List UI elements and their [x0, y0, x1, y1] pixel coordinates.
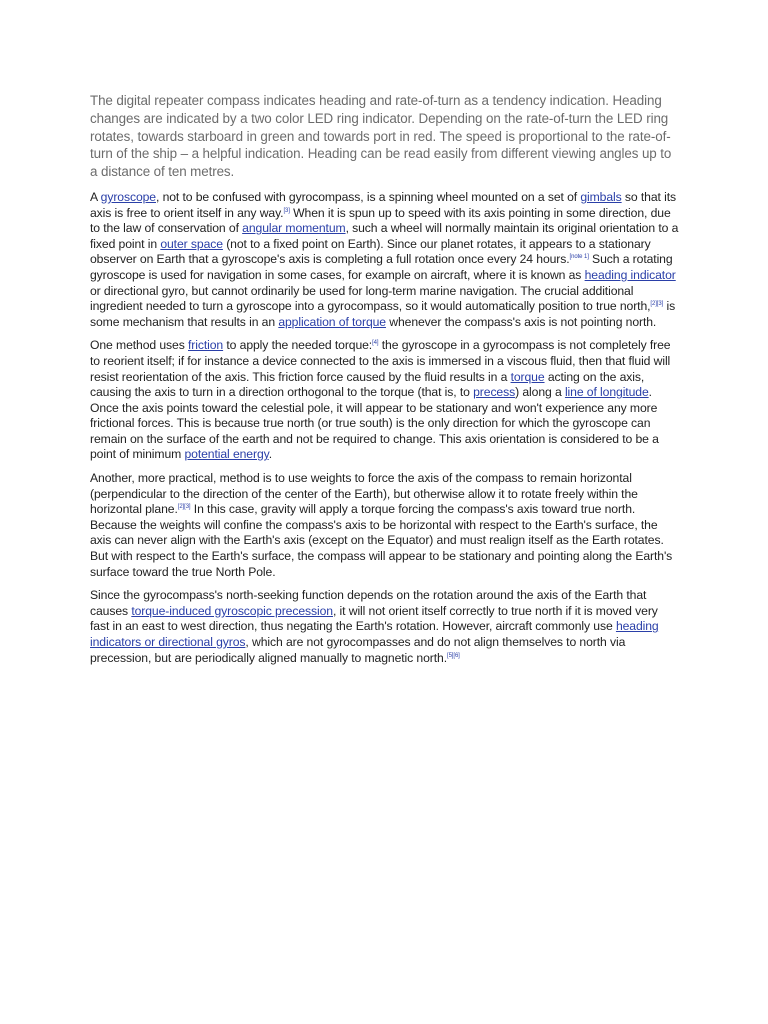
link-gimbals[interactable]: gimbals [580, 189, 622, 204]
weights-paragraph [90, 471, 680, 580]
text-run: , not to be confused with gyrocompass, is a spinning wheel mounted on a set of [156, 189, 581, 204]
citation-ref[interactable]: [5][6] [447, 652, 460, 659]
text-run: so that its axis is free to orient itself in any way. [90, 189, 676, 220]
text-run: the gyroscope in a gyrocompass is not completely free to reorient itself; if for instance a device connected to the axis is immersed in a viscous fluid, then that fluid will resist reorientation of the axis. This friction force caused by the fluid results in a [90, 338, 671, 384]
text-run: to apply the needed torque: [223, 338, 373, 353]
link-heading-indicator[interactable]: heading indicator [584, 267, 676, 282]
text-run: , which are not gyrocompasses and do not align themselves to north via precession, but are periodically aligned manually to magnetic north. [90, 635, 626, 665]
text-run: . Once the axis points toward the celestial pole, it will appear to be stationary and won't experience any more frictional forces. This is because true north (or true south) is the only direction for which the gyroscope can remain on the surface of the earth and not be required to change. This axis orientation is considered to be a point of minimum [90, 385, 659, 462]
text-run: whenever the compass's axis is not pointing north. [385, 314, 657, 329]
citation-ref[interactable]: [2][3] [177, 504, 191, 511]
gyroscope-paragraph [90, 190, 680, 330]
link-outer-space[interactable]: outer space [160, 236, 223, 251]
citation-ref[interactable]: [note 1] [569, 254, 589, 261]
link-friction[interactable]: friction [188, 338, 224, 353]
precession-paragraph [90, 588, 680, 666]
text-run: , such a wheel will normally maintain its original orientation to a fixed point in [90, 221, 679, 251]
text-run: A [90, 189, 101, 204]
link-line-of-longitude[interactable]: line of longitude [564, 385, 649, 400]
text-run: ) along a [515, 385, 565, 400]
link-potential-energy[interactable]: potential energy [184, 447, 269, 462]
link-torque-induced-precession[interactable]: torque-induced gyroscopic precession [131, 603, 333, 618]
text-run: Such a rotating gyroscope is used for navigation in some cases, for example on aircraft, where it is known as [90, 252, 673, 282]
citation-ref[interactable]: [3] [283, 207, 290, 214]
text-run: Since the gyrocompass's north-seeking function depends on the rotation around the axis of the Earth that causes [90, 588, 647, 618]
document-page [90, 92, 680, 674]
link-torque[interactable]: torque [510, 369, 545, 384]
text-run: Another, more practical, method is to use weights to force the axis of the compass to remain horizontal (perpendicular to the direction of the center of the Earth), but otherwise allow it to rotate freely within the horizontal plane. [90, 471, 638, 517]
text-run: . [268, 447, 273, 462]
text-run: , it will not orient itself correctly to true north if it is moved very fast in an east to west direction, thus negating the Earth's rotation. However, aircraft commonly use [90, 603, 658, 634]
text-run: or directional gyro, but cannot ordinarily be used for long-term marine navigation. The crucial additional ingredient needed to turn a gyroscope into a gyrocompass, so it would automatically position to true north, [90, 283, 651, 314]
citation-ref[interactable]: [4] [372, 340, 379, 347]
text-run: acting on the axis, causing the axis to turn in a direction orthogonal to the torque (that is, to [90, 369, 645, 400]
link-precess[interactable]: precess [473, 385, 516, 400]
citation-ref[interactable]: [2][3] [650, 301, 664, 308]
link-angular-momentum[interactable]: angular momentum [242, 221, 346, 236]
text-run: (not to a fixed point on Earth). Since our planet rotates, it appears to a stationary observer on Earth that a gyroscope's axis is completing a full rotation once every 24 hours. [90, 236, 651, 267]
link-gyroscope[interactable]: gyroscope [100, 189, 156, 204]
text-run: One method uses [90, 338, 188, 353]
intro-paragraph: The digital repeater compass indicates heading and rate-of-turn as a tendency indication. Heading changes are indicated by a two color LED ring indicator. Depending on the rate-of-turn the LED ring rotates, towards starboard in green and towards port in red. The speed is proportional to the rate-of-turn of the ship – a helpful indication. Heading can be read easily from different viewing angles up to a distance of ten metres. [90, 93, 672, 180]
text-run: In this case, gravity will apply a torque forcing the compass's axis toward true north. Because the weights will confine the compass's axis to be horizontal with respect to the Earth's surface, the axis can never align with the Earth's axis (except on the Equator) and must realign itself as the Earth rotates. But with respect to the Earth's surface, the compass will appear to be stationary and pointing along the Earth's surface toward the true North Pole. [90, 502, 673, 579]
link-application-of-torque[interactable]: application of torque [278, 314, 386, 329]
friction-paragraph [90, 338, 680, 463]
link-heading-indicators[interactable]: heading indicators or directional gyros [90, 619, 659, 650]
text-run: is some mechanism that results in an [90, 299, 676, 329]
text-run: When it is spun up to speed with its axis pointing in some direction, due to the law of conservation of [90, 205, 671, 236]
